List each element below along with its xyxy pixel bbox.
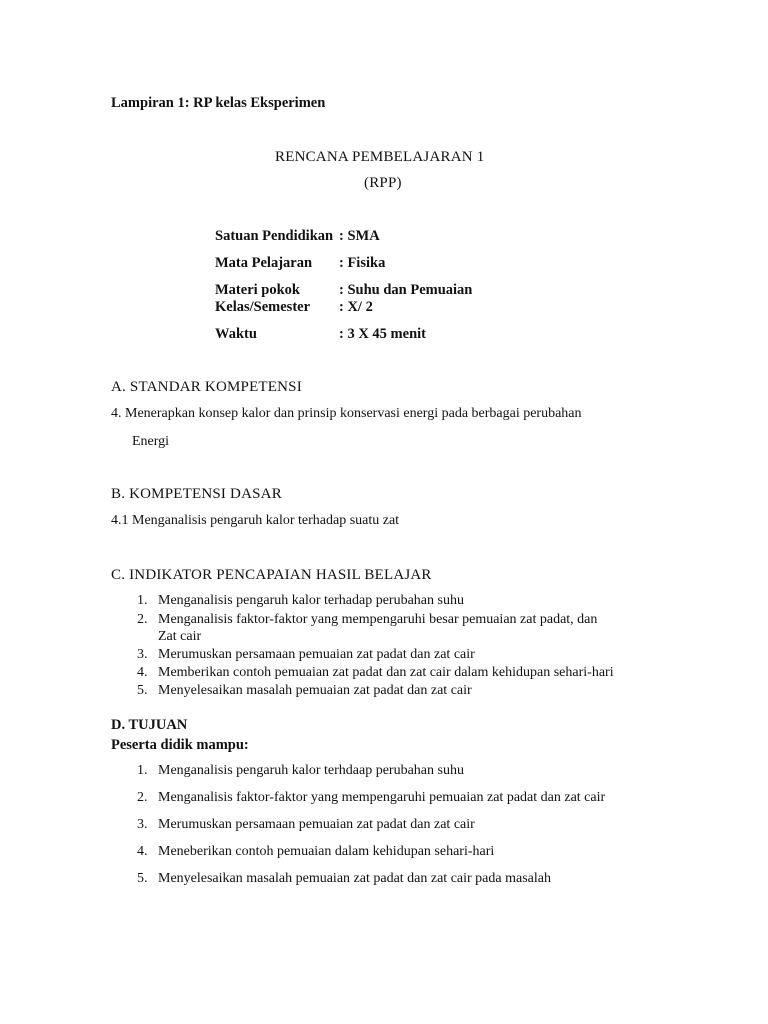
- identity-value: : 3 X 45 menit: [339, 326, 426, 342]
- list-item: Menganalisis faktor-faktor yang mempengaruhi pemuaian zat padat dan zat cair: [158, 790, 606, 805]
- list-number: 2.: [137, 612, 148, 627]
- list-item: Merumuskan persamaan pemuaian zat padat dan zat cair: [158, 647, 475, 662]
- list-number: 5.: [137, 871, 148, 886]
- identity-label: Materi pokok: [215, 282, 300, 298]
- section-b-text: 4.1 Menganalisis pengaruh kalor terhadap suatu zat: [111, 513, 400, 528]
- list-number: 1.: [137, 763, 148, 778]
- section-a-text: 4. Menerapkan konsep kalor dan prinsip konservasi energi pada berbagai perubahan: [111, 406, 582, 421]
- appendix-header: Lampiran 1: RP kelas Eksperimen: [111, 95, 326, 111]
- section-a-heading: A. STANDAR KOMPETENSI: [111, 379, 302, 395]
- section-b-heading: B. KOMPETENSI DASAR: [111, 486, 282, 502]
- identity-label: Kelas/Semester: [215, 299, 311, 315]
- identity-value: : Suhu dan Pemuaian: [339, 282, 473, 298]
- list-item: Meneberikan contoh pemuaian dalam kehidupan sehari-hari: [158, 844, 495, 859]
- identity-label: Mata Pelajaran: [215, 255, 313, 271]
- list-number: 2.: [137, 790, 148, 805]
- list-number: 1.: [137, 593, 148, 608]
- list-item-cont: Zat cair: [158, 629, 202, 644]
- section-d-intro: Peserta didik mampu:: [111, 737, 249, 753]
- list-item: Menganalisis pengaruh kalor terhadap perubahan suhu: [158, 593, 464, 608]
- list-item: Menganalisis pengaruh kalor terhdaap perubahan suhu: [158, 763, 464, 778]
- list-item: Menyelesaikan masalah pemuaian zat padat dan zat cair: [158, 683, 472, 698]
- list-item: Merumuskan persamaan pemuaian zat padat dan zat cair: [158, 817, 475, 832]
- list-number: 5.: [137, 683, 148, 698]
- list-item: Memberikan contoh pemuaian zat padat dan zat cair dalam kehidupan sehari-hari: [158, 665, 614, 680]
- section-a-text-cont: Energi: [132, 434, 170, 449]
- list-number: 3.: [137, 817, 148, 832]
- identity-label: Waktu: [215, 326, 257, 342]
- list-item: Menyelesaikan masalah pemuaian zat padat dan zat cair pada masalah: [158, 871, 551, 886]
- list-number: 4.: [137, 844, 148, 859]
- list-item: Menganalisis faktor-faktor yang mempengaruhi besar pemuaian zat padat, dan: [158, 612, 598, 627]
- section-c-heading: C. INDIKATOR PENCAPAIAN HASIL BELAJAR: [111, 567, 432, 583]
- identity-value: : Fisika: [339, 255, 386, 271]
- identity-label: Satuan Pendidikan: [215, 228, 334, 244]
- document-title: RENCANA PEMBELAJARAN 1: [275, 149, 485, 165]
- identity-value: : X/ 2: [339, 299, 373, 315]
- list-number: 3.: [137, 647, 148, 662]
- list-number: 4.: [137, 665, 148, 680]
- section-d-heading: D. TUJUAN: [111, 717, 188, 733]
- identity-value: : SMA: [339, 228, 380, 244]
- document-subtitle: (RPP): [364, 175, 402, 191]
